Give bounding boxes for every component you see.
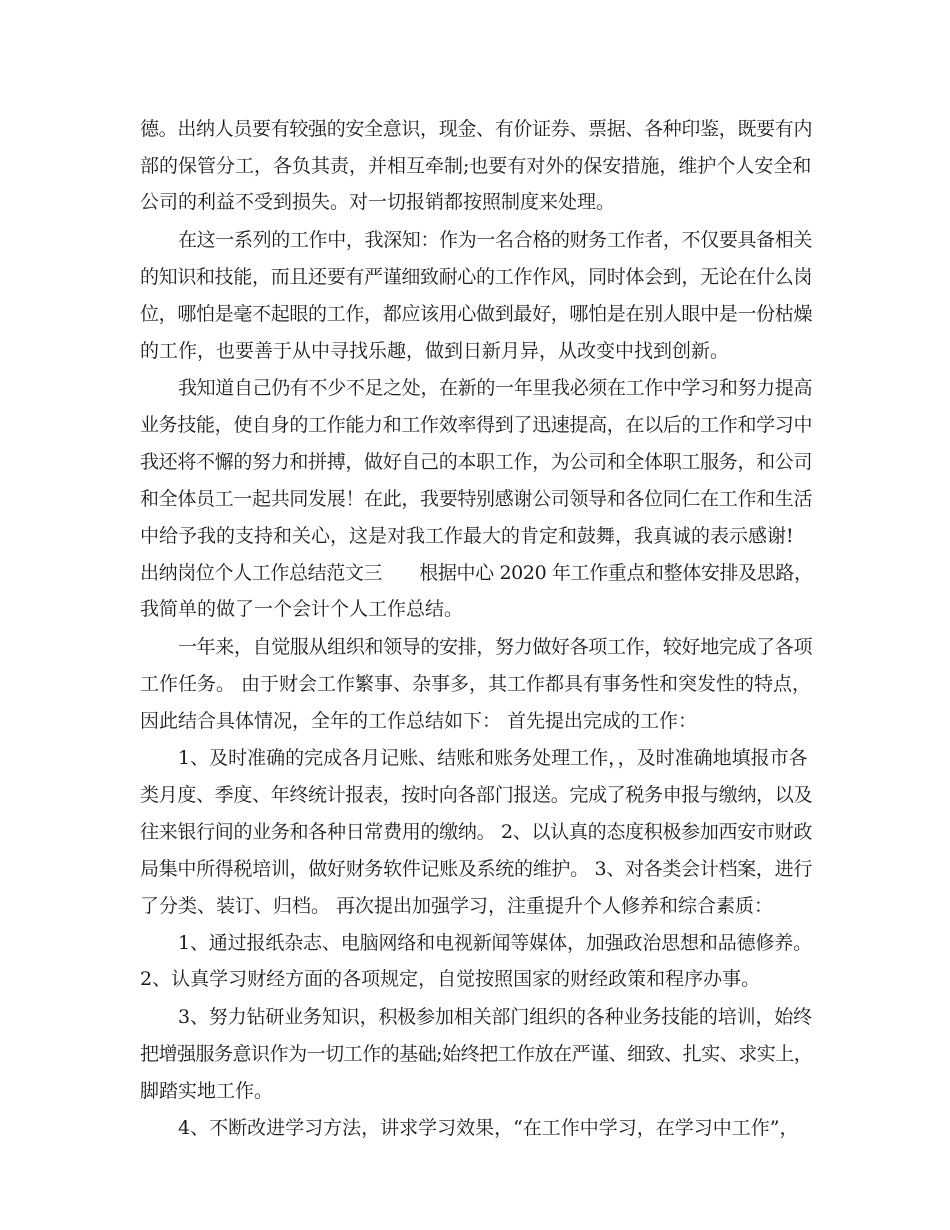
text-line: 类月度、季度、年终统计报表，按时向各部门报送。完成了税务申报与缴纳，以及 (140, 784, 813, 806)
text-line: 德。出纳人员要有较强的安全意识，现金、有价证券、票据、各种印鉴，既要有内 (140, 118, 813, 140)
text-line: 出纳岗位个人工作总结范文三 根据中心 2020 年工作重点和整体安排及思路， (140, 562, 813, 584)
text-line: 我知道自己仍有不少不足之处，在新的一年里我必须在工作中学习和努力提高 (178, 377, 813, 399)
text-line: 在这一系列的工作中，我深知：作为一名合格的财务工作者，不仅要具备相关 (178, 229, 813, 251)
text-line: 业务技能，使自身的工作能力和工作效率得到了迅速提高，在以后的工作和学习中 (140, 414, 813, 436)
text-line: 2、认真学习财经方面的各项规定，自觉按照国家的财经政策和程序办事。 (140, 968, 761, 990)
text-line: 和全体员工一起共同发展！在此，我要特别感谢公司领导和各位同仁在工作和生活 (140, 488, 813, 510)
text-line: 一年来，自觉服从组织和领导的安排，努力做好各项工作，较好地完成了各项 (178, 636, 813, 658)
text-line: 4、不断改进学习方法，讲求学习效果，“在工作中学习，在学习中工作”， (178, 1117, 799, 1139)
text-line: 局集中所得税培训，做好财务软件记账及系统的维护。 3、对各类会计档案，进行 (140, 858, 813, 880)
text-line: 中给予我的支持和关心，这是对我工作最大的肯定和鼓舞，我真诚的表示感谢! (140, 525, 794, 547)
text-line: 我还将不懈的努力和拼搏，做好自己的本职工作，为公司和全体职工服务，和公司 (140, 451, 813, 473)
text-line: 位，哪怕是毫不起眼的工作，都应该用心做到最好，哪怕是在别人眼中是一份枯燥 (140, 303, 813, 325)
text-line: 的知识和技能，而且还要有严谨细致耐心的工作作风，同时体会到，无论在什么岗 (140, 266, 813, 288)
text-line: 把增强服务意识作为一切工作的基础;始终把工作放在严谨、细致、扎实、求实上， (140, 1043, 813, 1065)
text-line: 工作任务。 由于财会工作繁事、杂事多，其工作都具有事务性和突发性的特点， (140, 673, 812, 695)
text-line: 公司的利益不受到损失。对一切报销都按照制度来处理。 (140, 191, 616, 213)
text-line: 了分类、装订、归档。 再次提出加强学习，注重提升个人修养和综合素质： (140, 895, 774, 917)
text-line: 部的保管分工，各负其责，并相互牵制;也要有对外的保安措施，维护个人安全和 (140, 155, 812, 177)
text-line: 1、及时准确的完成各月记账、结账和账务处理工作，，及时准确地填报市各 (178, 747, 808, 769)
text-line: 3、努力钻研业务知识，积极参加相关部门组织的各种业务技能的培训，始终 (178, 1006, 812, 1028)
text-line: 往来银行间的业务和各种日常费用的缴纳。 2、以认真的态度积极参加西安市财政 (140, 821, 813, 843)
text-line: 1、通过报纸杂志、电脑网络和电视新闻等媒体，加强政治思想和品德修养。 (178, 932, 812, 954)
text-line: 因此结合具体情况，全年的工作总结如下： 首先提出完成的工作： (140, 710, 698, 732)
text-line: 的工作，也要善于从中寻找乐趣，做到日新月异，从改变中找到创新。 (140, 340, 730, 362)
text-line: 脚踏实地工作。 (140, 1080, 274, 1102)
text-line: 我简单的做了一个会计个人工作总结。 (140, 598, 464, 620)
